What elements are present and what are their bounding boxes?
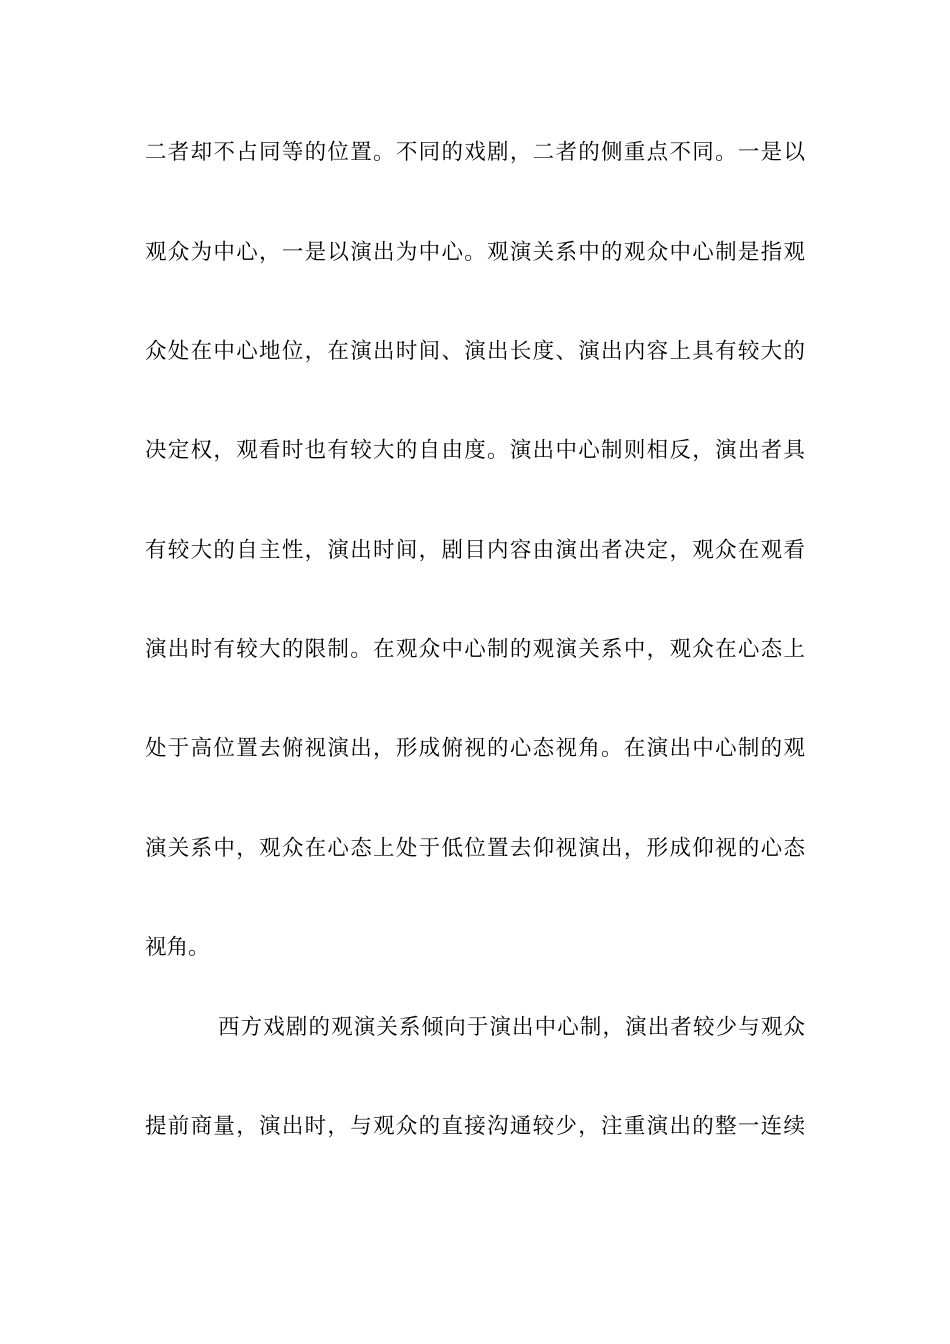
text-line: 众处在中心地位，在演出时间、演出长度、演出内容上具有较大的 — [145, 339, 805, 364]
text-line: 处于高位置去俯视演出，形成俯视的心态视角。在演出中心制的观 — [145, 736, 805, 761]
text-line: 有较大的自主性，演出时间，剧目内容由演出者决定，观众在观看 — [145, 538, 805, 563]
text-line: 演出时有较大的限制。在观众中心制的观演关系中，观众在心态上 — [145, 637, 805, 662]
text-line: 演关系中，观众在心态上处于低位置去仰视演出，形成仰视的心态 — [145, 836, 805, 861]
text-line: 决定权，观看时也有较大的自由度。演出中心制则相反，演出者具 — [145, 438, 805, 463]
text-line: 视角。 — [145, 935, 210, 960]
text-line: 观众为中心，一是以演出为中心。观演关系中的观众中心制是指观 — [145, 240, 805, 265]
paragraph-first-line: 西方戏剧的观演关系倾向于演出中心制，演出者较少与观众 — [218, 1015, 805, 1040]
text-line: 提前商量，演出时，与观众的直接沟通较少，注重演出的整一连续 — [145, 1114, 805, 1139]
text-line: 二者却不占同等的位置。不同的戏剧，二者的侧重点不同。一是以 — [145, 140, 805, 165]
